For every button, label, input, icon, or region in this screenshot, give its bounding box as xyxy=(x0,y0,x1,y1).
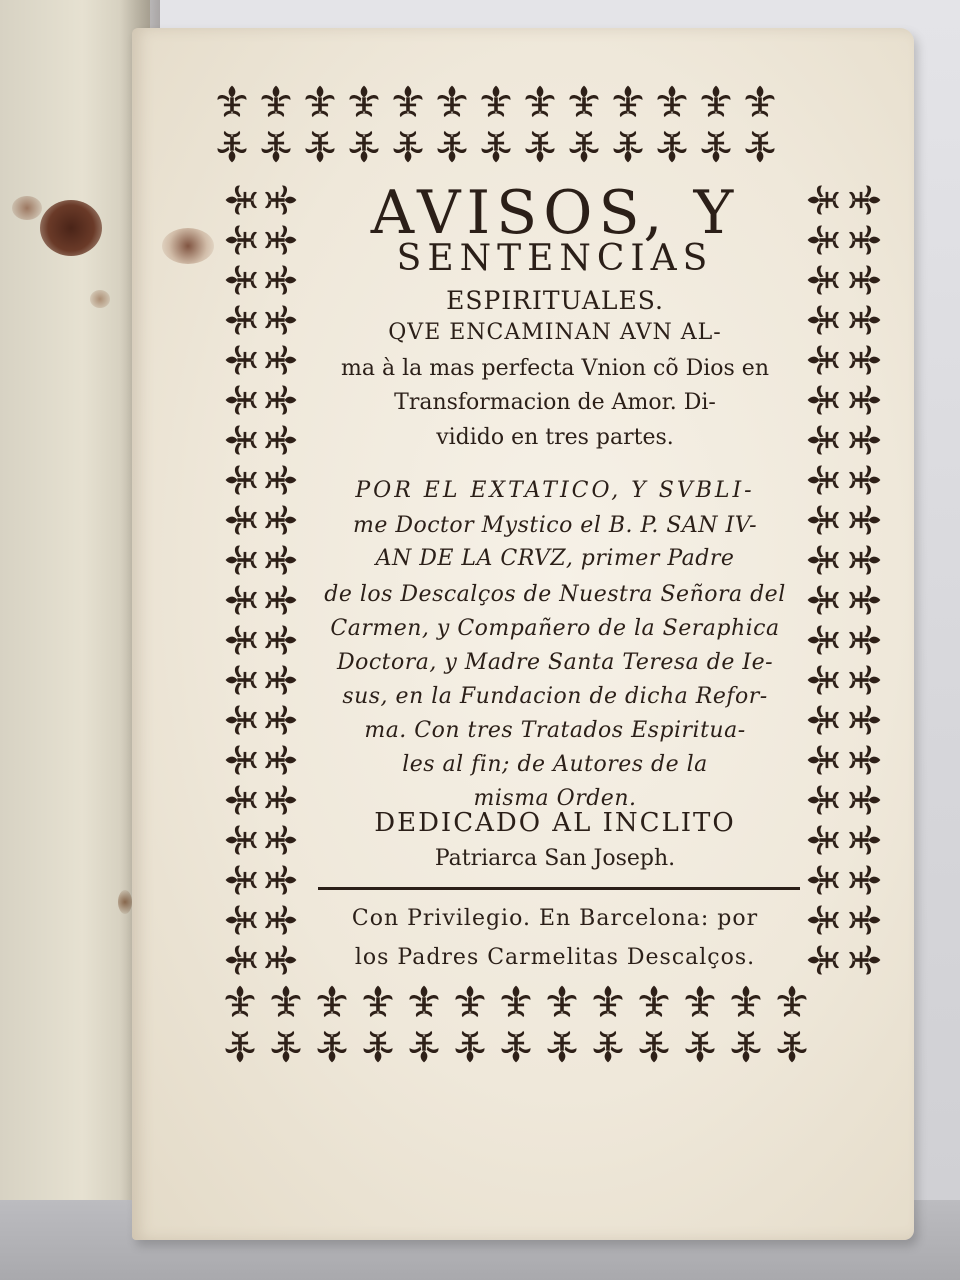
fleuron-ornament xyxy=(808,426,840,455)
fleuron-ornament xyxy=(849,586,881,615)
fleuron-ornament xyxy=(849,506,881,535)
fleuron-ornament xyxy=(482,131,511,163)
fleuron-ornament xyxy=(272,1031,301,1063)
fleuron-ornament xyxy=(658,131,687,163)
fleuron-ornament xyxy=(594,986,623,1018)
fleuron-ornament xyxy=(808,266,840,295)
fleuron-ornament xyxy=(265,786,297,815)
author-line: misma Orden. xyxy=(473,786,637,811)
imprint-line: Con Privilegio. En Barcelona: por xyxy=(351,906,759,931)
fleuron-ornament xyxy=(226,626,258,655)
fleuron-ornament xyxy=(265,346,297,375)
fleuron-ornament xyxy=(808,346,840,375)
fleuron-ornament xyxy=(265,946,297,975)
fleuron-ornament xyxy=(265,386,297,415)
fleuron-ornament xyxy=(808,626,840,655)
fleuron-ornament xyxy=(808,506,840,535)
fleuron-ornament xyxy=(226,946,258,975)
fleuron-ornament xyxy=(808,706,840,735)
dedication-line: DEDICADO AL INCLITO xyxy=(374,808,736,838)
fleuron-ornament xyxy=(265,666,297,695)
fleuron-ornament xyxy=(410,986,439,1018)
fleuron-ornament xyxy=(849,706,881,735)
fleuron-ornament xyxy=(226,466,258,495)
fleuron-ornament xyxy=(808,306,840,335)
fleuron-ornament xyxy=(265,626,297,655)
fleuron-ornament xyxy=(265,706,297,735)
fleuron-ornament xyxy=(218,131,247,163)
author-line: Doctora, y Madre Santa Teresa de Ie- xyxy=(336,650,774,675)
horizontal-rule xyxy=(318,887,800,890)
fleuron-ornament xyxy=(808,586,840,615)
title-line-5: ma à la mas perfecta Vnion cõ Dios en xyxy=(341,356,769,381)
fleuron-ornament xyxy=(306,131,335,163)
fleuron-ornament xyxy=(226,1031,255,1063)
fleuron-ornament xyxy=(808,186,840,215)
fleuron-ornament xyxy=(732,1031,761,1063)
fleuron-ornament xyxy=(808,226,840,255)
fleuron-ornament xyxy=(410,1031,439,1063)
fleuron-ornament xyxy=(808,906,840,935)
fleuron-ornament xyxy=(849,426,881,455)
fleuron-ornament xyxy=(808,666,840,695)
fleuron-ornament xyxy=(265,426,297,455)
fleuron-ornament xyxy=(548,1031,577,1063)
fleuron-ornament xyxy=(686,1031,715,1063)
fleuron-ornament xyxy=(640,986,669,1018)
imprint-line: los Padres Carmelitas Descalços. xyxy=(354,945,756,970)
fleuron-ornament xyxy=(808,386,840,415)
fleuron-ornament xyxy=(808,826,840,855)
fleuron-ornament xyxy=(265,586,297,615)
fleuron-ornament xyxy=(808,546,840,575)
fleuron-ornament xyxy=(614,131,643,163)
fleuron-ornament xyxy=(849,946,881,975)
fleuron-ornament xyxy=(226,826,258,855)
fleuron-ornament xyxy=(482,86,511,118)
fleuron-ornament xyxy=(438,86,467,118)
fleuron-ornament xyxy=(394,131,423,163)
fleuron-ornament xyxy=(849,546,881,575)
title-line-3: ESPIRITUALES. xyxy=(446,286,664,315)
fleuron-ornament xyxy=(502,986,531,1018)
fleuron-ornament xyxy=(265,506,297,535)
fleuron-ornament xyxy=(570,131,599,163)
fleuron-ornament xyxy=(849,186,881,215)
author-line: les al fin; de Autores de la xyxy=(402,752,708,777)
fleuron-ornament xyxy=(849,386,881,415)
fleuron-ornament xyxy=(226,226,258,255)
fleuron-ornament xyxy=(265,546,297,575)
fleuron-ornament xyxy=(526,131,555,163)
fleuron-ornament xyxy=(808,466,840,495)
fleuron-ornament xyxy=(226,786,258,815)
fleuron-ornament xyxy=(265,906,297,935)
fleuron-ornament xyxy=(350,86,379,118)
fleuron-ornament xyxy=(226,266,258,295)
fleuron-ornament xyxy=(265,266,297,295)
fleuron-ornament xyxy=(849,906,881,935)
fleuron-ornament xyxy=(849,746,881,775)
fleuron-ornament xyxy=(438,131,467,163)
fleuron-ornament xyxy=(265,306,297,335)
fleuron-ornament xyxy=(226,586,258,615)
fleuron-ornament xyxy=(778,1031,807,1063)
fleuron-ornament xyxy=(218,86,247,118)
fleuron-ornament xyxy=(394,86,423,118)
fleuron-ornament xyxy=(226,306,258,335)
fleuron-ornament xyxy=(226,666,258,695)
fleuron-ornament xyxy=(849,666,881,695)
fleuron-ornament xyxy=(318,1031,347,1063)
author-line: me Doctor Mystico el B. P. SAN IV- xyxy=(352,513,758,538)
fleuron-ornament xyxy=(808,866,840,895)
fleuron-ornament xyxy=(226,186,258,215)
fleuron-ornament xyxy=(226,346,258,375)
fleuron-ornament xyxy=(594,1031,623,1063)
fleuron-ornament xyxy=(746,86,775,118)
fleuron-ornament xyxy=(686,986,715,1018)
fleuron-ornament xyxy=(262,86,291,118)
fleuron-ornament xyxy=(265,466,297,495)
fleuron-ornament xyxy=(265,826,297,855)
title-line-6: Transformacion de Amor. Di- xyxy=(394,390,716,415)
fleuron-ornament xyxy=(702,86,731,118)
fleuron-ornament xyxy=(226,506,258,535)
fleuron-ornament xyxy=(849,626,881,655)
fleuron-ornament xyxy=(262,131,291,163)
title-heading: AVISOS, Y xyxy=(370,178,740,248)
fleuron-ornament xyxy=(265,186,297,215)
fleuron-ornament xyxy=(808,786,840,815)
fleuron-ornament xyxy=(265,226,297,255)
fleuron-ornament xyxy=(350,131,379,163)
fleuron-ornament xyxy=(849,226,881,255)
fleuron-ornament xyxy=(614,86,643,118)
author-line: POR EL EXTATICO, Y SVBLI- xyxy=(355,478,755,503)
fleuron-ornament xyxy=(849,306,881,335)
fleuron-ornament xyxy=(318,986,347,1018)
fleuron-ornament xyxy=(265,866,297,895)
fleuron-ornament xyxy=(226,906,258,935)
fleuron-ornament xyxy=(849,866,881,895)
fleuron-ornament xyxy=(456,1031,485,1063)
fleuron-ornament xyxy=(849,466,881,495)
fleuron-ornament xyxy=(702,131,731,163)
fleuron-ornament xyxy=(849,826,881,855)
fleuron-ornament xyxy=(265,746,297,775)
fleuron-ornament xyxy=(849,786,881,815)
fleuron-ornament xyxy=(226,706,258,735)
fleuron-ornament xyxy=(456,986,485,1018)
author-line: Carmen, y Compañero de la Seraphica xyxy=(330,616,780,641)
fleuron-ornament xyxy=(226,866,258,895)
fleuron-ornament xyxy=(732,986,761,1018)
fleuron-ornament xyxy=(272,986,301,1018)
fleuron-ornament xyxy=(306,86,335,118)
fleuron-ornament xyxy=(778,986,807,1018)
fleuron-ornament xyxy=(226,386,258,415)
author-line: ma. Con tres Tratados Espiritua- xyxy=(364,718,746,743)
fleuron-ornament xyxy=(226,546,258,575)
fleuron-ornament xyxy=(226,426,258,455)
fleuron-ornament xyxy=(640,1031,669,1063)
fleuron-ornament xyxy=(746,131,775,163)
fleuron-ornament xyxy=(226,986,255,1018)
fleuron-ornament xyxy=(526,86,555,118)
fleuron-ornament xyxy=(658,86,687,118)
fleuron-ornament xyxy=(548,986,577,1018)
fleuron-ornament xyxy=(808,946,840,975)
fleuron-ornament xyxy=(364,1031,393,1063)
title-line-7: vidido en tres partes. xyxy=(436,425,674,450)
fleuron-ornament xyxy=(502,1031,531,1063)
title-line-4: QVE ENCAMINAN AVN AL- xyxy=(388,320,722,345)
fleuron-ornament xyxy=(570,86,599,118)
fleuron-ornament xyxy=(364,986,393,1018)
fleuron-ornament xyxy=(226,746,258,775)
fleuron-ornament xyxy=(849,266,881,295)
dedicatee-line: Patriarca San Joseph. xyxy=(434,846,676,871)
subtitle-heading: SENTENCIAS xyxy=(396,238,714,279)
author-line: de los Descalços de Nuestra Señora del xyxy=(324,582,786,607)
author-line: AN DE LA CRVZ, primer Padre xyxy=(375,546,735,571)
fleuron-ornament xyxy=(849,346,881,375)
author-line: sus, en la Fundacion de dicha Refor- xyxy=(342,684,768,709)
fleuron-ornament xyxy=(808,746,840,775)
